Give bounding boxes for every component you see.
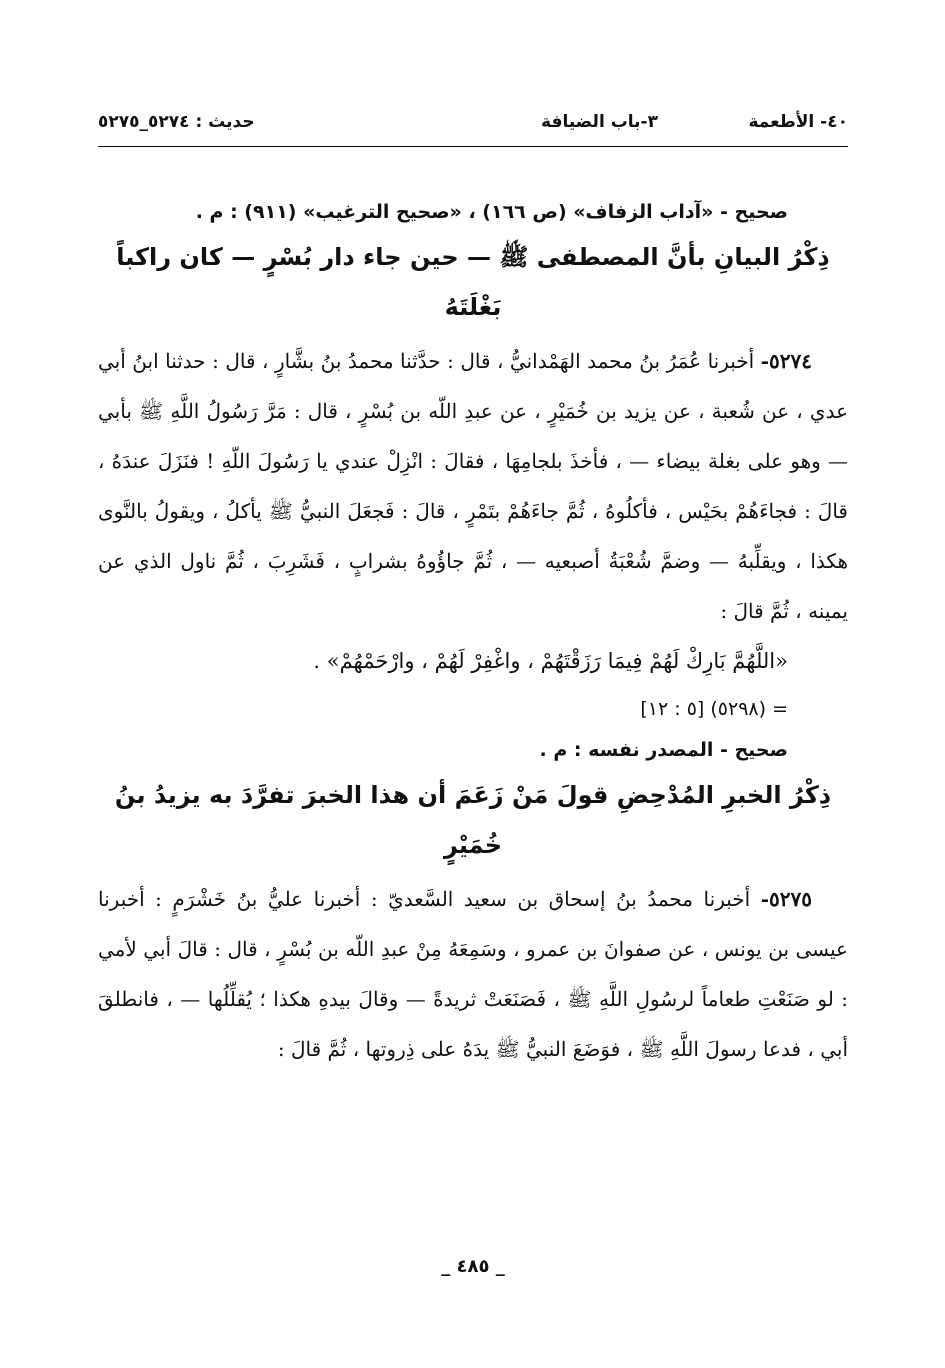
section-title: ٣-باب الضيافة — [541, 112, 658, 132]
chapter-heading: ذِكْرُ البيانِ بأنَّ المصطفى ﷺ — حين جاء دار بُسْرٍ — كان راكباً بَغْلَتَهُ — [116, 243, 830, 321]
book-chapter-title: ٤٠- الأطعمة — [748, 112, 848, 132]
hadith-number: ٥٢٧٤- — [760, 349, 812, 373]
running-header — [98, 100, 848, 140]
header-rule — [98, 146, 848, 147]
page-content — [98, 194, 848, 1074]
page-number: _ ٤٨٥ _ — [441, 1256, 505, 1277]
cross-reference: = (٥٢٩٨) [٥ : ١٢] — [640, 698, 788, 720]
hadith-5274-body — [98, 336, 848, 636]
prophetic-supplication: «اللَّهُمَّ بَارِكْ لَهُمْ فِيمَا رَزَقْتَهُمْ ، واغْفِرْ لَهُمْ ، وارْحَمْهُمْ» . — [313, 649, 788, 673]
hadith-text: أخبرنا عُمَرُ بنُ محمد الهَمْدانيُّ ، قال : حدَّثنا محمدُ بنُ بشَّارٍ ، قال : حدثنا ابنُ أبي عدي ، عن شُعبة ، عن يزيد بن خُمَيْرٍ ، عن عبدِ اللّه بن بُسْرٍ ، قال : مَرَّ رَسُولُ اللَّهِ ﷺ بأبي — وهو على بغلة بيضاء — ، فأخذَ بلجامِهَا ، فقالَ : انْزِلْ عندي يا رَسُولَ اللّهِ ! فنَزَلَ عندَهُ ، قالَ : فجاءَهُمْ بحَيْس ، فأكلُوهُ ، ثُمَّ جاءَهُمْ بتَمْرٍ ، قالَ : فَجعَلَ النبيُّ ﷺ يأكلُ ، ويقولُ بالنَّوى هكذا ، ويقلِّبهُ — وضمَّ شُعْبَةُ أصبعيه — ، ثُمَّ جاؤُوهُ بشرابٍ ، فَشَرِبَ ، ثُمَّ ناول الذي عن يمينه ، ثُمَّ قالَ : — [98, 349, 848, 623]
hadith-text-2: أخبرنا محمدُ بنُ إسحاق بن سعيد السَّعديّ : أخبرنا عليُّ بنُ خَشْرَمٍ : أخبرنا عيسى بن يونس ، عن صفوانَ بن عمرو ، وسَمِعَهُ مِنْ عبدِ اللّه بن بُسْرٍ ، قال : قالَ أبي لأمي : لو صَنَعْتِ طعاماً لرسُولِ اللَّهِ ﷺ ، فَصَنَعَتْ ثريدةً — وقالَ بيدهِ هكذا ؛ يُقلِّلُها — ، فانطلقَ أبي ، فدعا رسولَ اللَّهِ ﷺ ، فوَضَعَ النبيُّ ﷺ يدَهُ على ذِروتها ، ثُمَّ قالَ : — [98, 887, 848, 1061]
hadith-range: حديث : ٥٢٧٤_٥٢٧٥ — [98, 112, 255, 132]
hadith-number-2: ٥٢٧٥- — [760, 887, 813, 911]
book-page — [98, 100, 848, 1277]
grade-note: صحيح - «آداب الزفاف» (ص ١٦٦) ، «صحيح الترغيب» (٩١١) : م . — [195, 201, 788, 223]
grade-note-2: صحيح - المصدر نفسه : م . — [539, 739, 788, 761]
hadith-5275-body — [98, 874, 848, 1074]
chapter-heading-2: ذِكْرُ الخبرِ المُدْحِضِ قولَ مَنْ زَعَمَ أن هذا الخبرَ تفرَّدَ به يزيدُ بنُ خُمَيْرٍ — [114, 781, 832, 859]
